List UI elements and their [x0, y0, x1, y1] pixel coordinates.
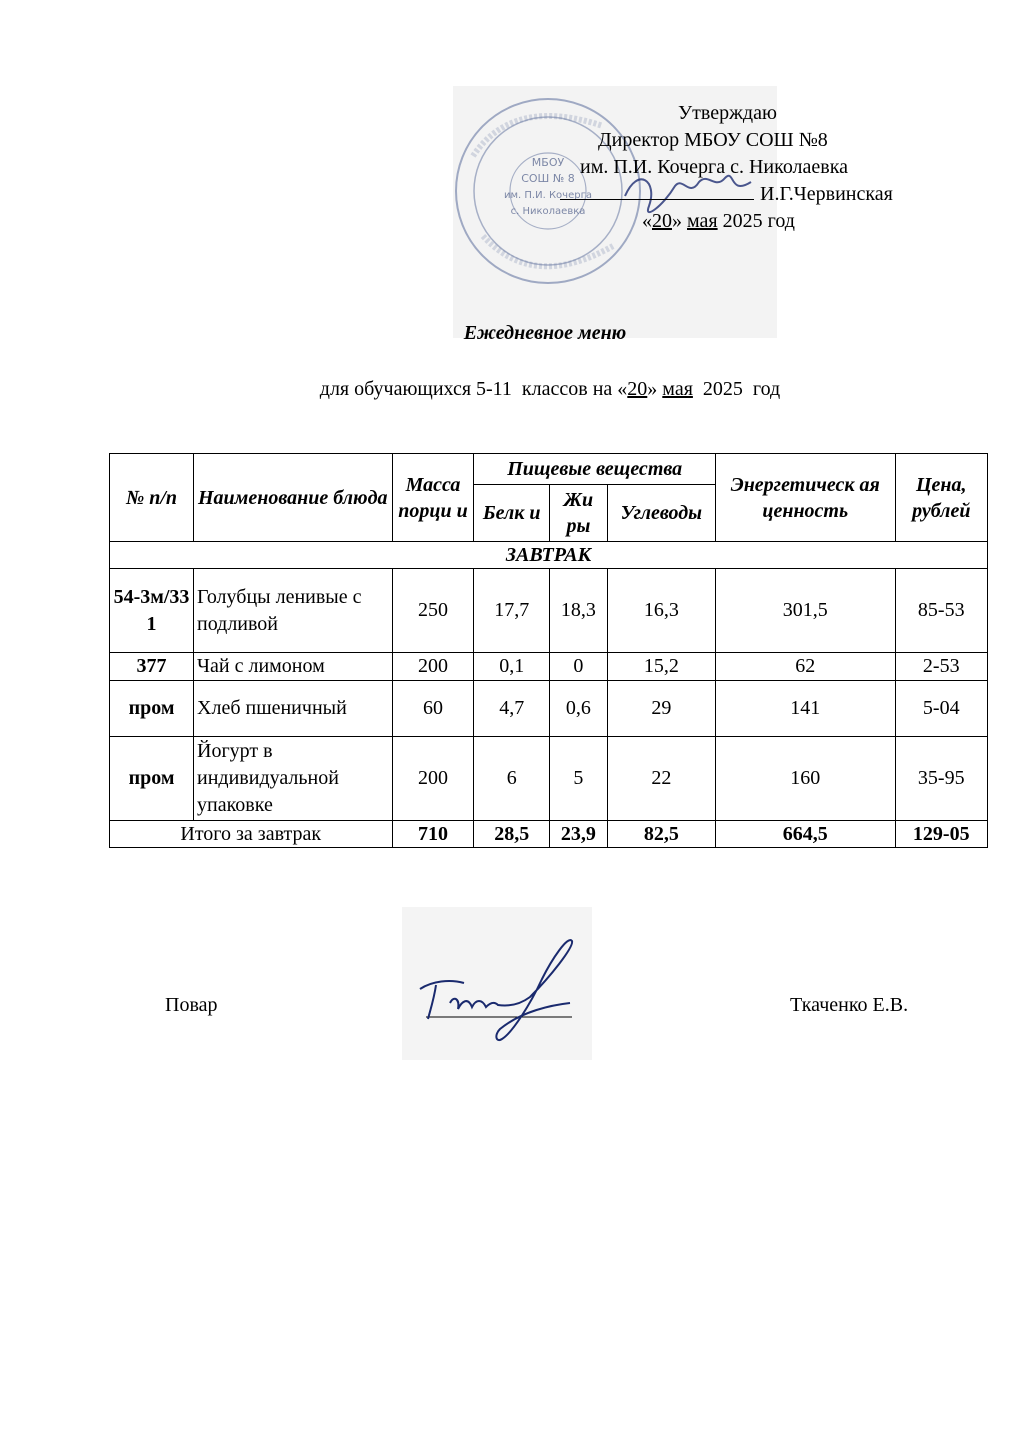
row-carbs: 15,2 [607, 653, 715, 681]
date-quote-close: » [672, 210, 687, 232]
total-energy: 664,5 [715, 821, 895, 848]
subtitle-year: 2025 год [692, 378, 781, 400]
header-num: № п/п [110, 454, 194, 542]
stamp-text: СОШ № 8 [521, 172, 575, 185]
header-name: Наименование блюда [194, 454, 392, 542]
cook-signature-icon [402, 907, 592, 1060]
header-carbs: Углеводы [607, 485, 715, 542]
total-row [110, 821, 988, 848]
row-mass: 250 [392, 569, 474, 653]
total-price: 129-05 [895, 821, 987, 848]
cook-label: Повар [165, 994, 218, 1016]
row-code: пром [110, 681, 194, 737]
header-price: Цена, рублей [895, 454, 987, 542]
subtitle-month: мая [662, 378, 693, 400]
total-mass: 710 [392, 821, 474, 848]
row-protein: 4,7 [474, 681, 550, 737]
table-row [110, 737, 988, 821]
approval-school: им. П.И. Кочерга с. Николаевка [580, 156, 849, 178]
total-protein: 28,5 [474, 821, 550, 848]
header-mass: Масса порци и [392, 454, 474, 542]
subtitle-quote: » [647, 378, 663, 400]
page-title: Ежедневное меню [463, 322, 627, 344]
table-row [110, 681, 988, 737]
total-carbs: 82,5 [607, 821, 715, 848]
header-nutrients: Пищевые вещества [474, 454, 716, 485]
signature-underline [560, 181, 754, 200]
header-fat: Жи ры [550, 485, 608, 542]
total-label: Итого за завтрак [110, 821, 393, 848]
row-price: 2-53 [895, 653, 987, 681]
row-price: 35-95 [895, 737, 987, 821]
approval-position: Директор МБОУ СОШ №8 [598, 129, 828, 151]
row-fat: 18,3 [550, 569, 608, 653]
row-name: Йогурт в индивидуальной упаковке [194, 737, 392, 821]
row-mass: 60 [392, 681, 474, 737]
approval-signature-line [560, 181, 940, 208]
row-protein: 17,7 [474, 569, 550, 653]
table-row [110, 569, 988, 653]
subtitle-day: 20 [627, 378, 648, 400]
approval-block [560, 100, 940, 235]
row-energy: 141 [715, 681, 895, 737]
header-energy: Энергетическ ая ценность [715, 454, 895, 542]
subtitle-prefix: для обучающихся 5-11 классов на « [319, 378, 628, 400]
row-protein: 0,1 [474, 653, 550, 681]
row-energy: 301,5 [715, 569, 895, 653]
row-code: 54-3м/331 [110, 569, 194, 653]
total-fat: 23,9 [550, 821, 608, 848]
row-code: 377 [110, 653, 194, 681]
menu-table [109, 453, 988, 848]
date-quote-open: « [642, 210, 652, 232]
row-price: 5-04 [895, 681, 987, 737]
table-header-row [110, 454, 988, 485]
header-protein: Белк и [474, 485, 550, 542]
row-protein: 6 [474, 737, 550, 821]
row-mass: 200 [392, 737, 474, 821]
row-fat: 5 [550, 737, 608, 821]
row-fat: 0,6 [550, 681, 608, 737]
row-energy: 160 [715, 737, 895, 821]
row-name: Хлеб пшеничный [194, 681, 392, 737]
page-subtitle [0, 378, 1024, 401]
row-mass: 200 [392, 653, 474, 681]
date-day: 20 [652, 210, 672, 232]
row-carbs: 16,3 [607, 569, 715, 653]
row-price: 85-53 [895, 569, 987, 653]
approval-heading: Утверждаю [678, 102, 777, 124]
cook-name: Ткаченко Е.В. [790, 994, 909, 1016]
date-month: мая [687, 210, 718, 232]
section-title: ЗАВТРАК [110, 542, 988, 569]
stamp-text: МБОУ [531, 156, 565, 169]
director-name: И.Г.Червинская [760, 183, 893, 205]
row-name: Чай с лимоном [194, 653, 392, 681]
row-name: Голубцы ленивые с подливой [194, 569, 392, 653]
row-code: пром [110, 737, 194, 821]
stamp-text: им. П.И. Кочерга [504, 190, 592, 201]
row-carbs: 29 [607, 681, 715, 737]
date-year: 2025 год [717, 210, 795, 232]
approval-date [560, 208, 940, 235]
cook-signature [402, 907, 592, 1060]
stamp-text: с. Николаевка [510, 206, 586, 217]
row-carbs: 22 [607, 737, 715, 821]
row-energy: 62 [715, 653, 895, 681]
row-fat: 0 [550, 653, 608, 681]
table-row [110, 653, 988, 681]
section-row [110, 542, 988, 569]
